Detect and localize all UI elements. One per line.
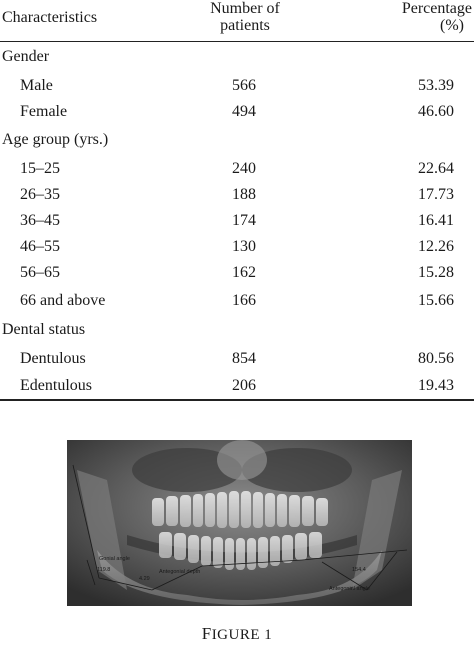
- caption-rest: IGURE 1: [211, 627, 273, 643]
- row-label: 15–25: [20, 160, 60, 177]
- row-label: 36–45: [20, 212, 60, 229]
- row-label: Dentulous: [20, 350, 86, 367]
- caption-initial: F: [201, 624, 212, 643]
- row-patients: 162: [232, 264, 256, 281]
- row-percentage: 12.26: [418, 238, 454, 255]
- header-patients-line2: patients: [220, 17, 270, 34]
- section-label: Age group (yrs.): [2, 131, 109, 148]
- section-label: Gender: [2, 48, 50, 65]
- row-label: 26–35: [20, 186, 60, 203]
- row-percentage: 17.73: [418, 186, 454, 203]
- antegonial-angle-label: Antegonial angle: [329, 586, 370, 592]
- row-percentage: 22.64: [418, 160, 454, 177]
- panoramic-xray-figure: [67, 440, 412, 606]
- xray-image: [67, 440, 412, 606]
- gonial-angle-value: 119.8: [97, 567, 111, 573]
- row-patients: 566: [232, 77, 256, 94]
- antegonial-depth-label: Antegonial depth: [159, 569, 201, 575]
- header-rule: [0, 41, 474, 42]
- row-percentage: 15.28: [418, 264, 454, 281]
- header-number-of-patients: [190, 0, 300, 34]
- row-percentage: 19.43: [418, 377, 454, 394]
- row-label: 66 and above: [20, 292, 106, 309]
- row-patients: 188: [232, 186, 256, 203]
- row-label: Male: [20, 77, 53, 94]
- row-label: Female: [20, 103, 68, 120]
- gonial-angle-label: Gonial angle: [99, 556, 130, 562]
- antegonial-depth-value: 4.29: [139, 576, 150, 582]
- row-percentage: 46.60: [418, 103, 454, 120]
- row-patients: 130: [232, 238, 256, 255]
- row-label: 56–65: [20, 264, 60, 281]
- row-percentage: 16.41: [418, 212, 454, 229]
- row-patients: 494: [232, 103, 256, 120]
- header-patients-line1: Number of: [210, 0, 280, 17]
- row-patients: 854: [232, 350, 256, 367]
- row-label: 46–55: [20, 238, 60, 255]
- row-percentage: 15.66: [418, 292, 454, 309]
- row-patients: 206: [232, 377, 256, 394]
- header-percentage-line1: Percentage: [401, 0, 472, 17]
- header-percentage-line2: (%): [440, 17, 464, 34]
- section-label: Dental status: [2, 321, 86, 338]
- row-percentage: 80.56: [418, 350, 454, 367]
- row-patients: 240: [232, 160, 256, 177]
- row-patients: 166: [232, 292, 256, 309]
- bottom-rule: [0, 399, 474, 401]
- row-percentage: 53.39: [418, 77, 454, 94]
- row-patients: 174: [232, 212, 256, 229]
- antegonial-angle-value: 154.4: [352, 567, 366, 573]
- header-characteristics: Characteristics: [2, 9, 98, 26]
- header-percentage: [402, 0, 472, 34]
- figure-caption: [0, 624, 474, 644]
- row-label: Edentulous: [20, 377, 92, 394]
